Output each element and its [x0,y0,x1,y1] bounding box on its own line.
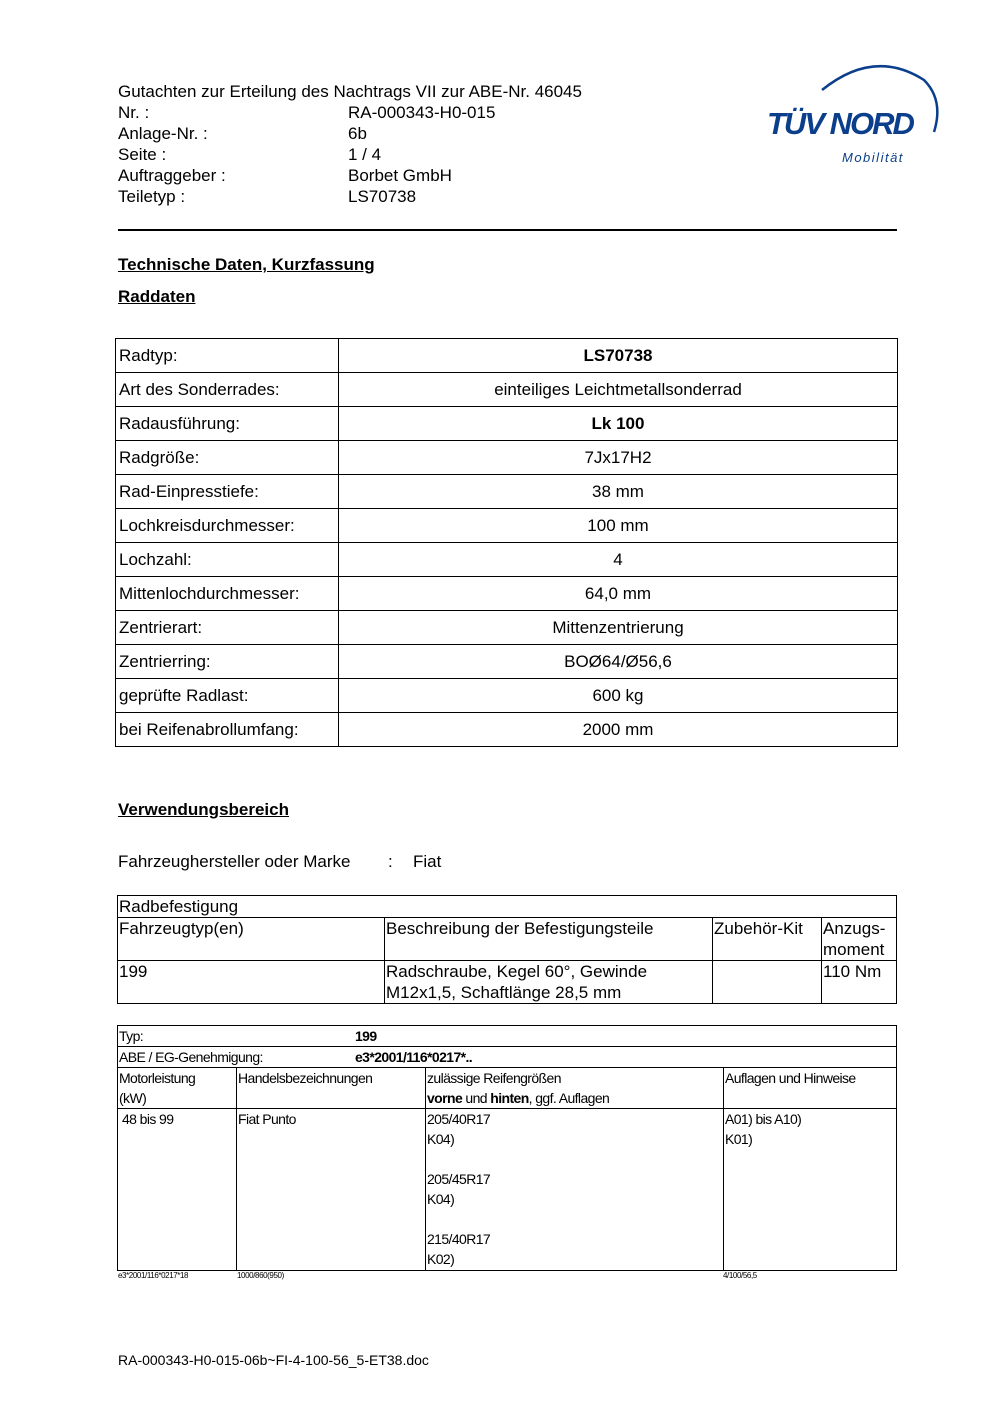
table-row: Mittenlochdurchmesser: 64,0 mm [116,577,898,611]
table-row: Rad-Einpresstiefe: 38 mm [116,475,898,509]
type-approval-table [117,1025,897,1271]
footnote-approval-code: e3*2001/116*0217*18 [118,1271,189,1280]
document-header [118,81,582,207]
table-row: Art des Sonderrades: einteiliges Leichtmetallsonderrad [116,373,898,407]
manufacturer-line [118,852,441,872]
table-header-row: Fahrzeugtyp(en) Beschreibung der Befestigungsteile Zubehör-Kit Anzugs- moment [118,918,897,961]
table-row: Lochkreisdurchmesser: 100 mm [116,509,898,543]
table-row: 199 Radschraube, Kegel 60°, Gewinde M12x1,5, Schaftlänge 28,5 mm 110 Nm [118,961,897,1004]
table-row: Zentrierring: BOØ64/Ø56,6 [116,645,898,679]
footnote-bolt-pattern: 4/100/56,5 [723,1271,757,1280]
fastening-title: Radbefestigung [118,896,897,918]
tuv-nord-logo [764,60,944,170]
table-row: Radgröße: 7Jx17H2 [116,441,898,475]
header-row-seite: Seite : 1 / 4 [118,145,382,164]
table-row: bei Reifenabrollumfang: 2000 mm [116,713,898,747]
document-title: Gutachten zur Erteilung des Nachtrags VII zur ABE-Nr. 46045 [118,82,582,101]
wheel-data-table [115,338,898,747]
fastening-table [117,895,897,1004]
header-row-nr: Nr. : RA-000343-H0-015 [118,103,496,122]
header-divider [118,229,897,231]
manufacturer-value: Fiat [413,852,442,871]
logo-subtitle: Mobilität [842,150,904,165]
header-row-anlage: Anlage-Nr. : 6b [118,124,367,143]
footnote-load-code: 1000/860(950) [237,1271,284,1280]
table-row: Lochzahl: 4 [116,543,898,577]
table-row: Typ: 199 [118,1026,897,1047]
table-row: Zentrierart: Mittenzentrierung [116,611,898,645]
table-row [118,896,897,918]
manufacturer-label: Fahrzeughersteller oder Marke [118,852,351,871]
table-row: ABE / EG-Genehmigung: e3*2001/116*0217*.. [118,1047,897,1068]
section-usage: Verwendungsbereich [118,800,289,819]
logo-wordmark: TÜV NORD [767,106,913,141]
section-wheel-data: Raddaten [118,287,196,306]
manufacturer-separator: : [388,852,393,871]
table-row: 48 bis 99 Fiat Punto 205/40R17 K04) 205/45R17 K04) 215/40R17 K02) A01) bis A10) K01) [118,1109,897,1271]
table-row: Radtyp: LS70738 [116,339,898,373]
table-header-row: Motorleistung (kW) Handelsbezeichnungen zulässige Reifengrößen vorne und hinten, ggf. Auflagen Auflagen und Hinweise [118,1068,897,1109]
section-technical-data: Technische Daten, Kurzfassung [118,255,375,274]
document-footer: RA-000343-H0-015-06b~FI-4-100-56_5-ET38.doc [118,1352,429,1368]
header-row-auftraggeber: Auftraggeber : Borbet GmbH [118,166,452,185]
table-row: geprüfte Radlast: 600 kg [116,679,898,713]
table-row: Radausführung: Lk 100 [116,407,898,441]
header-row-teiletyp: Teiletyp : LS70738 [118,187,417,206]
